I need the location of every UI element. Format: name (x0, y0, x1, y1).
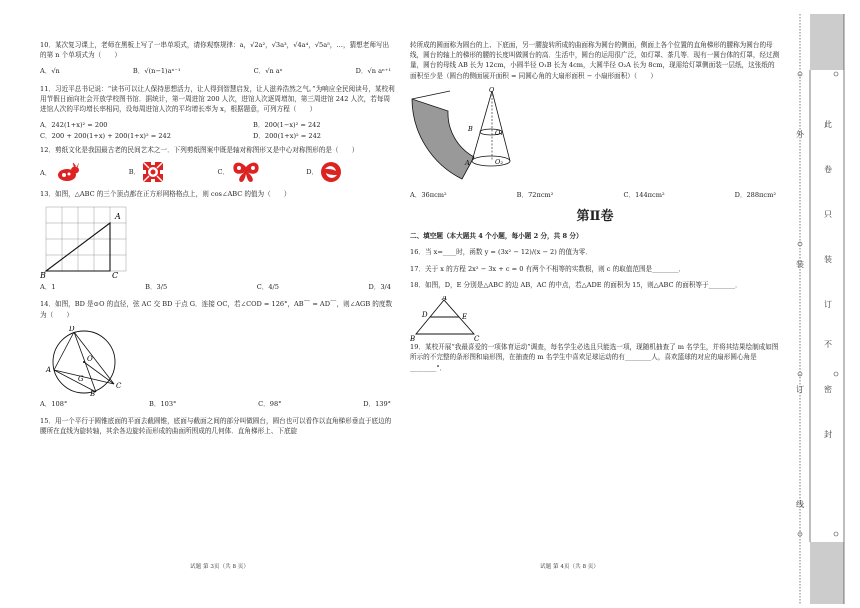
q12-option-d: D． (306, 161, 395, 183)
q14-label-b: B (90, 389, 96, 396)
page-footer-left: 试题 第 3页（共 8 页） (190, 564, 249, 570)
q14-label-g: G (78, 374, 84, 383)
q13-label-a: A (115, 212, 121, 222)
q14-label-a: A (46, 365, 52, 374)
q12-option-c: C． (218, 161, 307, 183)
section-title: 第Ⅱ卷 (576, 209, 614, 225)
q10-option-a: A．√n (40, 67, 60, 76)
q18-label-c: C (474, 335, 480, 343)
q13-option-b: B．3/5 (145, 283, 168, 292)
binding-inner-char: 装 (824, 255, 832, 264)
binding-inner-char: 密 (824, 385, 832, 394)
grid-triangle-figure (40, 205, 130, 279)
question-15-continued: 转所成的圆面称为圆台的上、下底面，另一腰旋转所成的曲面称为圆台的侧面，侧面上各个位置的直角梯形的腰称为圆台的母线，圆台的轴上的梯形的腰的长度叫做圆台的高．生活中，圆台的运用很广泛，如灯罩、茶几等．现有一圆台体的灯罩，经过测量，圆台的母线 AB 长为 12cm，小圆半径 O₁B 长为 4cm，大圆半径 O₂A 长为 8cm，现需给灯罩侧面装一层纸，这张纸的面积至少是（圆台的侧面展开面积 = 同圆心角的大扇形面积 − 小扇形面积）（ ） (410, 41, 780, 80)
q12-option-b: B． (129, 161, 218, 183)
binding-outer-char: 订 (796, 385, 804, 394)
q14-option-d: D．139° (363, 399, 391, 408)
binding-inner-char: 卷 (824, 165, 832, 174)
frustum-unfold-figure (410, 87, 520, 187)
binding-outer-char: 外 (796, 130, 804, 139)
q12-options (40, 161, 395, 183)
binding-inner-char: 封 (824, 430, 832, 439)
q14-label-c: C (116, 381, 122, 390)
binding-inner-char: 只 (824, 210, 832, 219)
q14-options (40, 399, 395, 409)
page-footer-right: 试题 第 4页（共 8 页） (540, 564, 599, 570)
binding-inner-char: 此 (824, 120, 832, 129)
q15-options (410, 190, 780, 200)
question-13: 13．如图，△ABC 的三个顶点都在正方形网格格点上，则 cos∠ABC 的值为（ ） (40, 189, 291, 198)
binding-inner-char: 不 (824, 340, 832, 349)
paper-cut-square-pattern-icon (142, 161, 164, 183)
q10-option-d: D．√n aⁿ⁺¹ (355, 67, 391, 76)
q10-option-c: C．√n aⁿ (253, 67, 283, 76)
q10-options (40, 66, 395, 76)
question-12: 12．剪纸文化是我国最古老的民间艺术之一．下列剪纸图案中既是轴对称图形又是中心对称图形的是（ ） (40, 145, 359, 154)
binding-outer-char: 装 (796, 260, 804, 269)
binding-lines (788, 14, 846, 604)
section-header: 二、填空题（本大题共 4 个小题，每小题 2 分，共 8 分） (410, 232, 583, 241)
question-10: 10．某次复习课上，老师在黑板上写了一串单项式，请你观察规律：a，√2a²，√3a³，√4a⁴，√5a⁵，…，猜想老师写出的第 n 个单项式为（ ） (40, 41, 390, 60)
binding-inner-char: 订 (824, 300, 832, 309)
paper-cut-butterfly-icon (231, 161, 261, 183)
question-18: 18．如图，D，E 分别是△ABC 的边 AB，AC 的中点，若△ADE 的面积为 15，则△ABC 的面积等于________． (410, 280, 742, 289)
q15-label-o2: O₂ (495, 157, 503, 166)
question-11: 11．习近平总书记说：“读书可以让人保持思想活力，让人得到智慧启发，让人滋养浩然之气。”为响应全民阅读号，某校利用节假日面向社会开放学校图书馆．据统计，第一周进馆 200 人次，进馆人次逐周增加，第三周进馆 242 人次，若每周进馆人次的平均增长率相同，设每周进馆人次的平均增长率为 x，根据题意，可列方程（ ） (40, 84, 395, 114)
q11-option-c: C．200 + 200(1+x) + 200(1+x)² = 242 (40, 131, 171, 140)
question-14: 14．如图，BD 是⊙O 的直径，弦 AC 交 BD 于点 G．连接 OC，若∠COD = 126°，AB⌒ = AD⌒，则∠AGB 的度数为（ ） (40, 300, 393, 319)
question-15: 15．用一个平行于圆锥底面的平面去截圆锥，底面与截面之间的部分叫做圆台，圆台也可以看作以直角梯形垂直于底边的腰所在直线为旋转轴，其余各边旋转而形成的曲面所围成的几何体．直角梯形上、下底旋 (40, 417, 392, 436)
q14-option-a: A．108° (40, 399, 68, 408)
q11-options (40, 120, 395, 140)
q15-option-c: C．144πcm² (623, 190, 665, 199)
q13-label-c: C (112, 271, 119, 280)
paper-cut-fish-icon (320, 161, 342, 183)
q14-label-o: O (87, 354, 93, 363)
q15-label-o: O (489, 86, 495, 94)
q10-option-b: B．√(n−1)aⁿ⁻¹ (132, 67, 181, 76)
left-column (40, 40, 395, 443)
q18-label-a: A (442, 296, 448, 303)
question-17: 17．关于 x 的方程 2x² − 3x + c = 0 有两个不相等的实数根，则 c 的取值范围是________． (410, 264, 686, 273)
q18-label-b: B (410, 335, 416, 343)
q14-label-d: D (69, 325, 75, 333)
binding-margin (788, 14, 846, 604)
q18-label-e: E (462, 313, 468, 322)
circle-chord-figure (40, 326, 130, 396)
q18-label-d: D (422, 311, 428, 320)
q13-label-b: B (40, 271, 46, 280)
q13-option-c: C．4/5 (256, 283, 279, 292)
right-column (410, 40, 780, 379)
q15-label-a: A (465, 158, 470, 167)
paper-cut-rabbit-icon (53, 163, 81, 183)
q13-option-a: A．1 (40, 283, 56, 292)
q15-label-o1: O₁ (495, 128, 503, 137)
question-19: 19．某校开展“我最喜爱的一项体育运动”调查，每名学生必选且只能选一项，现随机抽查了 m 名学生，并将其结果绘制成如图所示的不完整的条形图和扇形图，在抽查的 m 名学生中喜欢足球运动的有________人，喜欢篮球的对应的扇形圆心角是________°． (410, 343, 779, 372)
midpoint-triangle-figure (410, 296, 490, 342)
q11-option-d: D．200(1+x)² = 242 (253, 131, 321, 140)
q15-option-d: D．288πcm² (734, 190, 776, 199)
q15-option-b: B．72πcm² (516, 190, 554, 199)
q14-option-b: B．103° (149, 399, 177, 408)
q11-option-a: A．242(1+x)² = 200 (40, 121, 108, 130)
q15-label-b: B (468, 124, 473, 133)
q13-option-d: D．3/4 (368, 283, 391, 292)
q14-option-c: C．98° (258, 399, 282, 408)
question-16: 16．当 x=____时，函数 y = (3x² − 12)/(x − 2) 的值为零． (410, 248, 592, 257)
q12-option-a: A． (40, 163, 129, 183)
q13-options (40, 282, 395, 292)
binding-outer-char: 线 (796, 500, 804, 509)
q11-option-b: B．200(1−x)² = 242 (253, 121, 321, 130)
q15-option-a: A．36πcm² (410, 190, 447, 199)
